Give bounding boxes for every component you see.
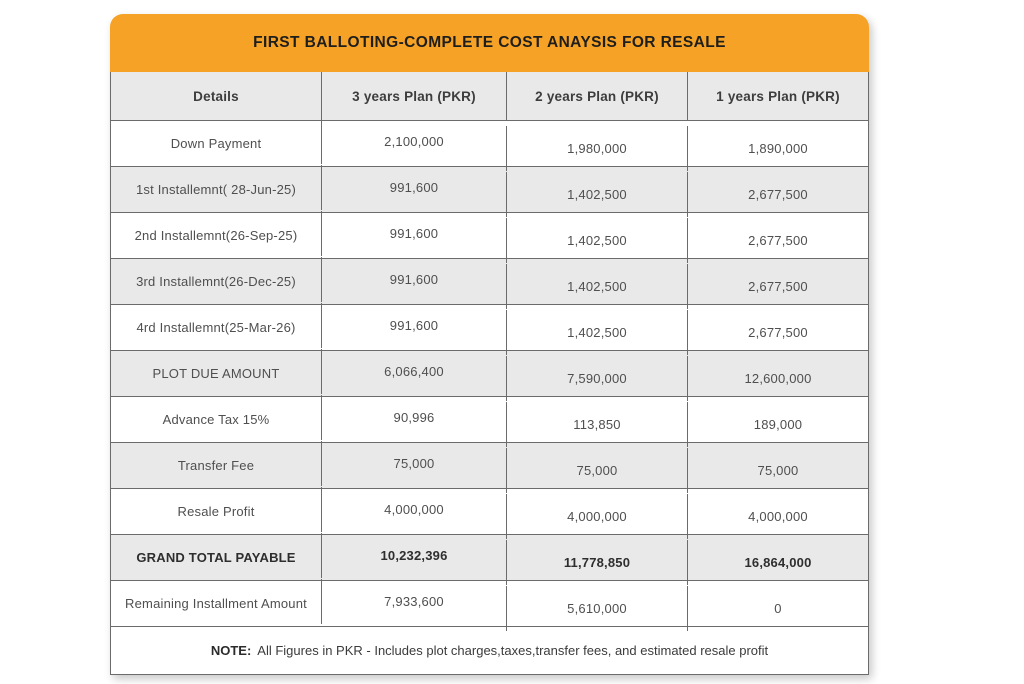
table-body: [111, 120, 868, 626]
cell-value: 113,850: [506, 402, 687, 447]
cell-value: 2,100,000: [321, 119, 506, 164]
cell-value: 2,677,500: [687, 172, 868, 217]
row-label: 2nd Installemnt(26-Sep-25): [134, 228, 298, 243]
note-text: [111, 627, 868, 674]
row-label: Resale Profit: [177, 504, 255, 519]
row-label: Remaining Installment Amount: [125, 596, 307, 611]
table-header-row: [111, 72, 868, 120]
cell-value: 1,980,000: [506, 126, 687, 171]
note-label: NOTE:: [210, 643, 252, 658]
row-label: Advance Tax 15%: [162, 412, 270, 427]
table-row-grand-total: [111, 534, 868, 580]
cell-value: 2,677,500: [687, 218, 868, 263]
page-title: FIRST BALLOTING-COMPLETE COST ANAYSIS FOR RESALE: [253, 34, 726, 51]
row-label: PLOT DUE AMOUNT: [152, 366, 280, 381]
cost-table: [110, 72, 869, 675]
cell-value: 4,000,000: [506, 494, 687, 539]
table-row-advance-tax: [111, 396, 868, 442]
cell-value: 1,890,000: [687, 126, 868, 171]
column-header-details: Details: [193, 88, 239, 104]
cell-value: 12,600,000: [687, 356, 868, 401]
row-label: Transfer Fee: [177, 458, 255, 473]
table-row-transfer-fee: [111, 442, 868, 488]
column-header-2yr-plan: 2 years Plan (PKR): [506, 72, 687, 120]
row-label: 4rd Installemnt(25-Mar-26): [136, 320, 296, 335]
cell-value: 991,600: [321, 211, 506, 256]
banner: [110, 14, 869, 72]
cell-value: 1,402,500: [506, 172, 687, 217]
column-header-1yr-plan: 1 years Plan (PKR): [687, 72, 868, 120]
cell-value: 75,000: [321, 441, 506, 486]
table-row-installment-2: [111, 212, 868, 258]
cell-value: 2,677,500: [687, 310, 868, 355]
cell-value: 5,610,000: [506, 586, 687, 631]
cell-value: 1,402,500: [506, 264, 687, 309]
cell-value: 75,000: [506, 448, 687, 493]
cost-analysis-card: [110, 14, 869, 675]
table-row-resale-profit: [111, 488, 868, 534]
column-header-3yr-plan: 3 years Plan (PKR): [321, 72, 506, 120]
table-row-installment-1: [111, 166, 868, 212]
cell-value: 16,864,000: [687, 540, 868, 585]
table-row-remaining-installment: [111, 580, 868, 626]
cell-value: 2,677,500: [687, 264, 868, 309]
cell-value: 7,933,600: [321, 579, 506, 624]
cell-value: 4,000,000: [687, 494, 868, 539]
table-row-installment-4: [111, 304, 868, 350]
cell-value: 7,590,000: [506, 356, 687, 401]
cell-value: 1,402,500: [506, 310, 687, 355]
table-row-installment-3: [111, 258, 868, 304]
note-row: [111, 626, 868, 674]
cell-value: 4,000,000: [321, 487, 506, 532]
note-body: All Figures in PKR - Includes plot charges,taxes,transfer fees, and estimated resale profit: [257, 643, 769, 658]
table-row-down-payment: [111, 120, 868, 166]
cell-value: 11,778,850: [506, 540, 687, 585]
cell-value: 10,232,396: [321, 533, 506, 578]
table-row-plot-due-amount: [111, 350, 868, 396]
cell-value: 991,600: [321, 257, 506, 302]
cell-value: 0: [687, 586, 868, 631]
cell-value: 1,402,500: [506, 218, 687, 263]
cell-value: 90,996: [321, 395, 506, 440]
cell-value: 75,000: [687, 448, 868, 493]
cell-value: 189,000: [687, 402, 868, 447]
row-label: GRAND TOTAL PAYABLE: [136, 550, 296, 565]
cell-value: 991,600: [321, 303, 506, 348]
cell-value: 991,600: [321, 165, 506, 210]
row-label: 3rd Installemnt(26-Dec-25): [136, 274, 296, 289]
row-label: 1st Installemnt( 28-Jun-25): [135, 182, 297, 197]
row-label: Down Payment: [170, 136, 262, 151]
cell-value: 6,066,400: [321, 349, 506, 394]
